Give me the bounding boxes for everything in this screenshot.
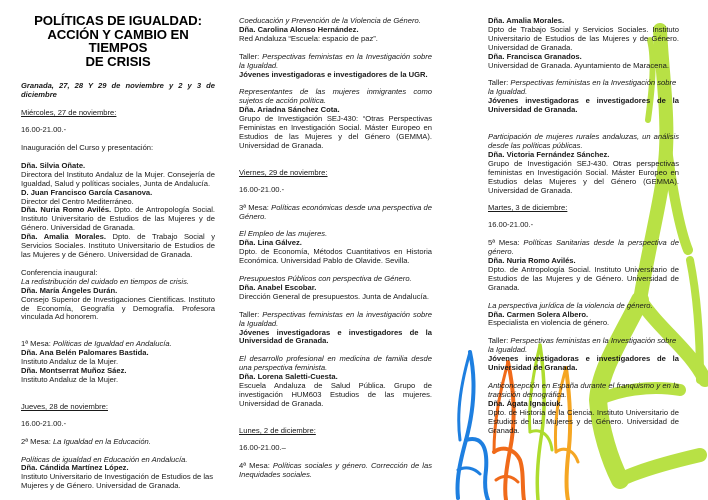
- talk: [239, 230, 432, 266]
- talk: [239, 88, 432, 150]
- day-heading: Miércoles, 27 de noviembre:: [21, 108, 117, 118]
- session-time: 16.00-21.00.-: [21, 418, 67, 428]
- mesa-1: [21, 340, 215, 385]
- inauguration-speakers: [21, 162, 215, 260]
- document-title: [21, 14, 215, 68]
- speaker-name: Dña. Cándida Martínez López.: [21, 463, 129, 473]
- speaker-affiliation: Instituto Universitario de Investigación de Estudios de las Mujeres y de Género. Universidad de Granada.: [21, 472, 214, 491]
- speaker-affiliation: Dpto. de Antropología Social. Instituto Universitario de Estudios de las Mujeres y de Género. Universidad de Granada.: [488, 264, 679, 292]
- mesa-2-talk: [21, 456, 215, 492]
- speaker-affiliation: Escuela Andaluza de Salud Pública. Grupo de investigación HUM603 Estudios de las mujeres. Universidad de Granada.: [239, 381, 432, 408]
- workshop: [488, 79, 679, 115]
- workshop-title: Perspectivas feministas en la investigación sobre la Igualdad.: [239, 309, 432, 328]
- workshop-heading: [488, 337, 679, 355]
- conference-title: La redistribución del cuidado en tiempos de crisis.: [21, 276, 189, 286]
- talk-title: Representantes de las mujeres inmigrantes como sujetos de acción política.: [239, 87, 432, 106]
- talk: [239, 355, 432, 408]
- speaker-name: Dña. Lorena Saletti-Cuesta.: [239, 372, 338, 382]
- title-line: ACCIÓN Y CAMBIO EN TIEMPOS: [47, 26, 189, 56]
- speaker-affiliation: Consejo Superior de Investigaciones Científicas. Instituto de Economía, Geografía y Demografía. Profesora vinculada Ad honorem.: [21, 294, 215, 322]
- speaker-name: Dña. Amalia Morales.: [488, 16, 565, 25]
- mesa-title: Políticas económicas desde una perspectiva de Género.: [239, 202, 432, 221]
- speaker-affiliation: Grupo de Investigación SEJ-430: “Otras Perspectivas Feministas en Investigación Social. Máster Europeo en Estudios de las Mujeres y del Género (GEMMA). Universidad de Granada.: [239, 114, 432, 150]
- workshop-title: Perspectivas feministas en la Investigación sobre la Igualdad.: [239, 51, 432, 70]
- speakers: [488, 17, 679, 70]
- title-line: DE CRISIS: [85, 53, 151, 69]
- column-3: [488, 17, 679, 444]
- talk-title: El Empleo de las mujeres.: [239, 229, 328, 239]
- mesa-3-heading: [239, 204, 432, 222]
- speaker-name: Dña. María Ángeles Durán.: [21, 285, 118, 295]
- talk: [488, 257, 679, 293]
- location-dates: Granada, 27, 28 Y 29 de noviembre y 2 y 3 de diciembre: [21, 81, 215, 100]
- speaker-affiliation: Universidad de Granada. Ayuntamiento de Maracena.: [488, 60, 669, 70]
- day-heading: Viernes, 29 de noviembre:: [239, 167, 328, 177]
- workshop-group: Jóvenes investigadoras e investigadores de la: [488, 354, 679, 364]
- inauguration-label: Inauguración del Curso y presentación:: [21, 143, 154, 152]
- mesa-title: La Igualdad en la Educación.: [52, 436, 151, 446]
- mesa-title: Políticas de Igualdad en Andalucía.: [52, 339, 172, 349]
- talk: [239, 17, 432, 44]
- talk: [488, 382, 679, 435]
- workshop-group: Jóvenes investigadoras e investigadores de la: [488, 96, 679, 106]
- speaker-affiliation: Dirección General de presupuestos. Junta de Andalucía.: [239, 291, 429, 301]
- speaker-name: Dña. Nuria Romo Avilés.: [21, 205, 112, 215]
- mesa-label: 1ª Mesa:: [21, 339, 53, 349]
- speaker-name: Dña. Montserrat Muñoz Sáez.: [21, 366, 127, 376]
- speaker-affiliation: Dpto. de Economía, Métodos Cuantitativos en Historia Económica. Universidad Pablo de Olavide. Sevilla.: [239, 247, 432, 266]
- speaker-name: Dña. Carolina Alonso Hernández.: [239, 24, 359, 34]
- speaker-name: Dña. Silvia Oñate.: [21, 160, 86, 170]
- workshop-group: Universidad de Granada.: [488, 105, 578, 115]
- talk-title: Políticas de igualdad en Educación en Andalucía.: [21, 454, 188, 464]
- workshop-heading: [239, 311, 432, 329]
- day-heading: Jueves, 28 de noviembre:: [21, 401, 108, 411]
- speaker-affiliation: Instituto Andaluz de la Mujer.: [21, 374, 119, 384]
- speaker-affiliation: Especialista en violencia de género.: [488, 318, 610, 328]
- talk: [488, 302, 679, 329]
- speaker-name: Dña. Lina Gálvez.: [239, 238, 302, 248]
- day-heading: Martes, 3 de diciembre:: [488, 203, 568, 213]
- speaker-entry: [21, 206, 215, 233]
- speaker-entry: [21, 233, 215, 260]
- speaker-name: Dña. Ariadna Sánchez Cota.: [239, 105, 340, 115]
- speaker-affiliation: Dpto. de Trabajo Social y Servicios Sociales. Instituto Universitario de Estudios de las Mujeres y de Género. Universidad de Granada.: [21, 232, 215, 259]
- talk-title: Participación de mujeres rurales andaluzas, un análisis desde las políticas públicas.: [488, 132, 679, 150]
- talk-title: Presupuestos Públicos con perspectiva de Género.: [239, 274, 412, 284]
- speaker-name: Dña. Carmen Solera Albero.: [488, 309, 589, 319]
- speaker-name: Dña. Ana Belén Palomares Bastida.: [21, 348, 149, 358]
- workshop-label: Taller:: [239, 309, 263, 319]
- speaker-name: Dña. Amalia Morales.: [21, 232, 106, 242]
- talk-title: La perspectiva jurídica de la violencia de género.: [488, 300, 653, 310]
- talk-title: Anticoncepción en España durante el franquismo y en la transición demográfica.: [488, 381, 679, 399]
- column-2: [239, 17, 432, 488]
- workshop-title: Perspectivas feministas en la Investigación sobre la Igualdad.: [488, 336, 677, 355]
- speaker-affiliation: Dpto de Trabajo Social y Servicios Sociales. Instituto Universitario de Estudios de las Mujeres y de Género. Universidad de Granada.: [488, 24, 679, 52]
- speaker-affiliation: Dpto. de Historia de la Ciencia. Instituto Universitario de Estudios de las Mujeres y de Género. Universidad de Granada.: [488, 407, 679, 435]
- inaugural-conference: [21, 269, 215, 322]
- conference-label: Conferencia inaugural:: [21, 267, 98, 277]
- speaker-name: Dña. Francisca Granados.: [488, 51, 582, 61]
- workshop: [239, 53, 432, 80]
- speaker-name: Dña. Nuria Romo Avilés.: [488, 256, 576, 266]
- workshop-heading: [239, 53, 432, 71]
- workshop-heading: [488, 79, 679, 97]
- workshop: [239, 311, 432, 347]
- workshop-label: Taller:: [239, 51, 263, 61]
- speaker-name: Dña. Victoria Fernández Sánchez.: [488, 149, 610, 159]
- mesa-label: 4ª Mesa:: [239, 460, 273, 470]
- session-time: 16.00-21.00.-: [239, 184, 285, 194]
- mesa-label: 3ª Mesa:: [239, 202, 272, 212]
- session-time: 16.00-21.00.-: [21, 125, 67, 135]
- day-heading: Lunes, 2 de diciembre:: [239, 425, 316, 435]
- speaker-affiliation: Instituto Andaluz de la Mujer.: [21, 357, 119, 367]
- workshop-group: Jóvenes investigadoras e investigadores de la UGR.: [239, 69, 428, 79]
- mesa-title: Políticas sociales y género. Corrección de las Inequidades sociales.: [239, 460, 433, 479]
- talk-title: El desarrollo profesional en medicina de familia desde una perspectiva feminista.: [239, 354, 432, 373]
- mesa-2-heading: [21, 438, 215, 447]
- mesa-5-heading: [488, 239, 679, 257]
- talk-title: Coeducación y Prevención de la Violencia de Género.: [239, 16, 421, 25]
- speaker-affiliation: Director del Centro Mediterráneo.: [21, 196, 134, 206]
- blue-figure-decoration: [457, 352, 488, 500]
- speaker-affiliation: Directora del Instituto Andaluz de la Mujer. Consejería de Igualdad, Salud y políticas sociales, Junta de Andalucía.: [21, 169, 215, 188]
- talk: [488, 133, 679, 195]
- speaker-name: Dña. Ágata Ignaciuk.: [488, 398, 563, 408]
- mesa-label: 5ª Mesa:: [488, 238, 524, 248]
- mesa-label: 2ª Mesa:: [21, 436, 53, 446]
- speaker-affiliation: Red Andaluza “Escuela: espacio de paz”.: [239, 33, 378, 43]
- session-time: 16.00-21.00.-: [488, 220, 534, 230]
- session-time: 16.00-21.00.–: [239, 442, 286, 452]
- title-line: POLÍTICAS DE IGUALDAD:: [34, 13, 202, 28]
- speaker-name: Dña. Anabel Escobar.: [239, 282, 317, 292]
- column-1: [21, 14, 215, 500]
- workshop-group: Universidad de Granada.: [488, 363, 578, 373]
- speaker-affiliation: Grupo de Investigación SEJ-430. Otras perspectivas feministas en Investigación Social. Máster Europeo en Estudios delas Mujeres y del Género (GEMMA). Universidad de Granada.: [488, 158, 679, 195]
- mesa-4-heading: [239, 462, 432, 480]
- speaker-affiliation: Dpto. de Antropología Social. Instituto Universitario de Estudios de las Mujeres y de Género. Universidad de Granada.: [21, 205, 215, 233]
- workshop: [488, 337, 679, 373]
- workshop-group: Jóvenes investigadoras e investigadores de la: [239, 327, 432, 337]
- speaker-name: D. Juan Francisco García Casanova.: [21, 187, 153, 197]
- talk: [239, 275, 432, 302]
- mesa-title: Políticas Sanitarias desde la perspectiva de género.: [488, 238, 679, 257]
- workshop-title: Perspectivas feministas en la Investigación sobre la Igualdad.: [488, 78, 677, 97]
- workshop-label: Taller:: [488, 336, 511, 346]
- workshop-group: Universidad de Granada.: [239, 336, 329, 346]
- workshop-label: Taller:: [488, 78, 511, 88]
